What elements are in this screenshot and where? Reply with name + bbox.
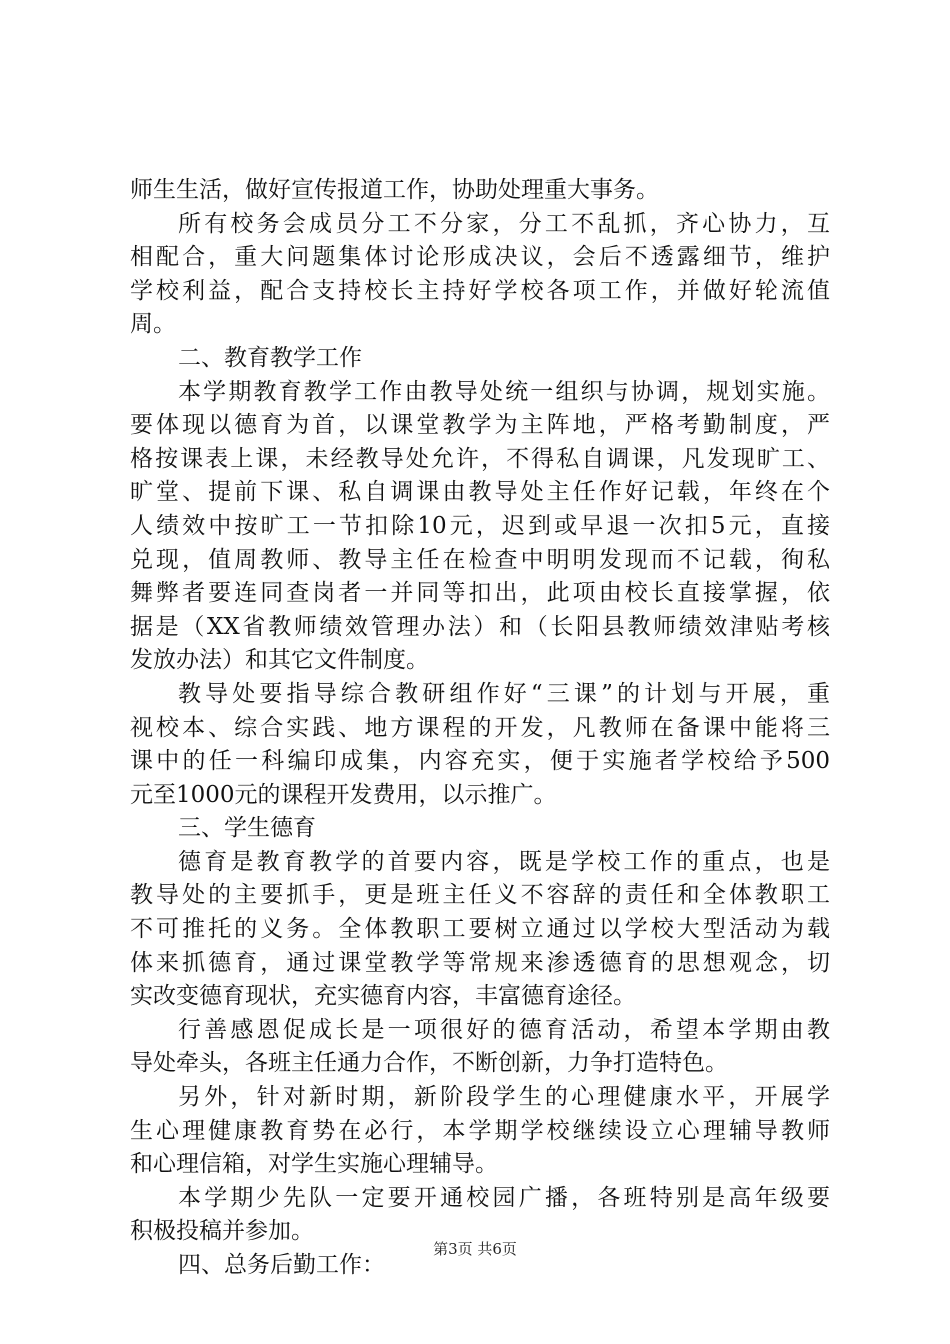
text-line: 相配合，重大问题集体讨论形成决议，会后不透露细节，维护	[130, 244, 830, 271]
text-line: 三、学生德育	[178, 815, 316, 842]
document-body	[130, 174, 830, 1283]
text-line: 本学期少先队一定要开通校园广播，各班特别是高年级要	[178, 1184, 830, 1211]
text-line: 生心理健康教育势在必行，本学期学校继续设立心理辅导教师	[130, 1117, 830, 1144]
text-line: 不可推托的义务。全体教职工要树立通过以学校大型活动为载	[130, 916, 830, 943]
page-footer: 第3页 共6页	[433, 1240, 517, 1258]
text-line: 要体现以德育为首，以课堂教学为主阵地，严格考勤制度，严	[130, 412, 830, 439]
text-line: 行善感恩促成长是一项很好的德育活动，希望本学期由教	[178, 1016, 830, 1043]
text-line: 二、教育教学工作	[178, 344, 362, 371]
text-line: 和心理信箱，对学生实施心理辅导。	[130, 1151, 498, 1178]
text-line: 元至1000元的课程开发费用，以示推广。	[130, 781, 557, 808]
text-line: 视校本、综合实践、地方课程的开发，凡教师在备课中能将三	[130, 714, 830, 741]
text-line: 本学期教育教学工作由教导处统一组织与协调，规划实施。	[178, 378, 830, 405]
text-line: 实改变德育现状，充实德育内容，丰富德育途径。	[130, 983, 636, 1010]
text-line: 据是（XX省教师绩效管理办法）和（长阳县教师绩效津贴考核	[130, 613, 830, 640]
text-line: 舞弊者要连同查岗者一并同等扣出，此项由校长直接掌握，依	[130, 580, 830, 607]
text-line: 所有校务会成员分工不分家，分工不乱抓，齐心协力，互	[178, 210, 830, 237]
text-line: 学校利益，配合支持校长主持好学校各项工作，并做好轮流值	[130, 277, 830, 304]
text-line: 周。	[130, 311, 176, 338]
text-line: 师生生活，做好宣传报道工作，协助处理重大事务。	[130, 177, 659, 203]
text-line: 兑现，值周教师、教导主任在检查中明明发现而不记载，徇私	[130, 546, 830, 573]
text-line: 体来抓德育，通过课堂教学等常规来渗透德育的思想观念，切	[130, 949, 830, 976]
text-line: 教导处要指导综合教研组作好“三课”的计划与开展，重	[178, 680, 830, 707]
text-line: 导处牵头，各班主任通力合作，不断创新，力争打造特色。	[130, 1050, 728, 1077]
text-line: 旷堂、提前下课、私自调课由教导处主任作好记载，年终在个	[130, 479, 830, 506]
text-line: 发放办法）和其它文件制度。	[130, 647, 429, 674]
text-line: 人绩效中按旷工一节扣除10元，迟到或早退一次扣5元，直接	[130, 512, 830, 539]
text-line: 教导处的主要抓手，更是班主任义不容辞的责任和全体教职工	[130, 882, 830, 909]
text-line: 积极投稿并参加。	[130, 1218, 314, 1245]
text-line: 格按课表上课，未经教导处允许，不得私自调课，凡发现旷工、	[130, 445, 830, 472]
text-line: 课中的任一科编印成集，内容充实，便于实施者学校给予500	[130, 748, 830, 775]
text-line: 四、总务后勤工作：	[178, 1252, 385, 1278]
text-line: 另外，针对新时期，新阶段学生的心理健康水平，开展学	[178, 1084, 830, 1111]
text-line: 德育是教育教学的首要内容，既是学校工作的重点，也是	[178, 848, 830, 875]
